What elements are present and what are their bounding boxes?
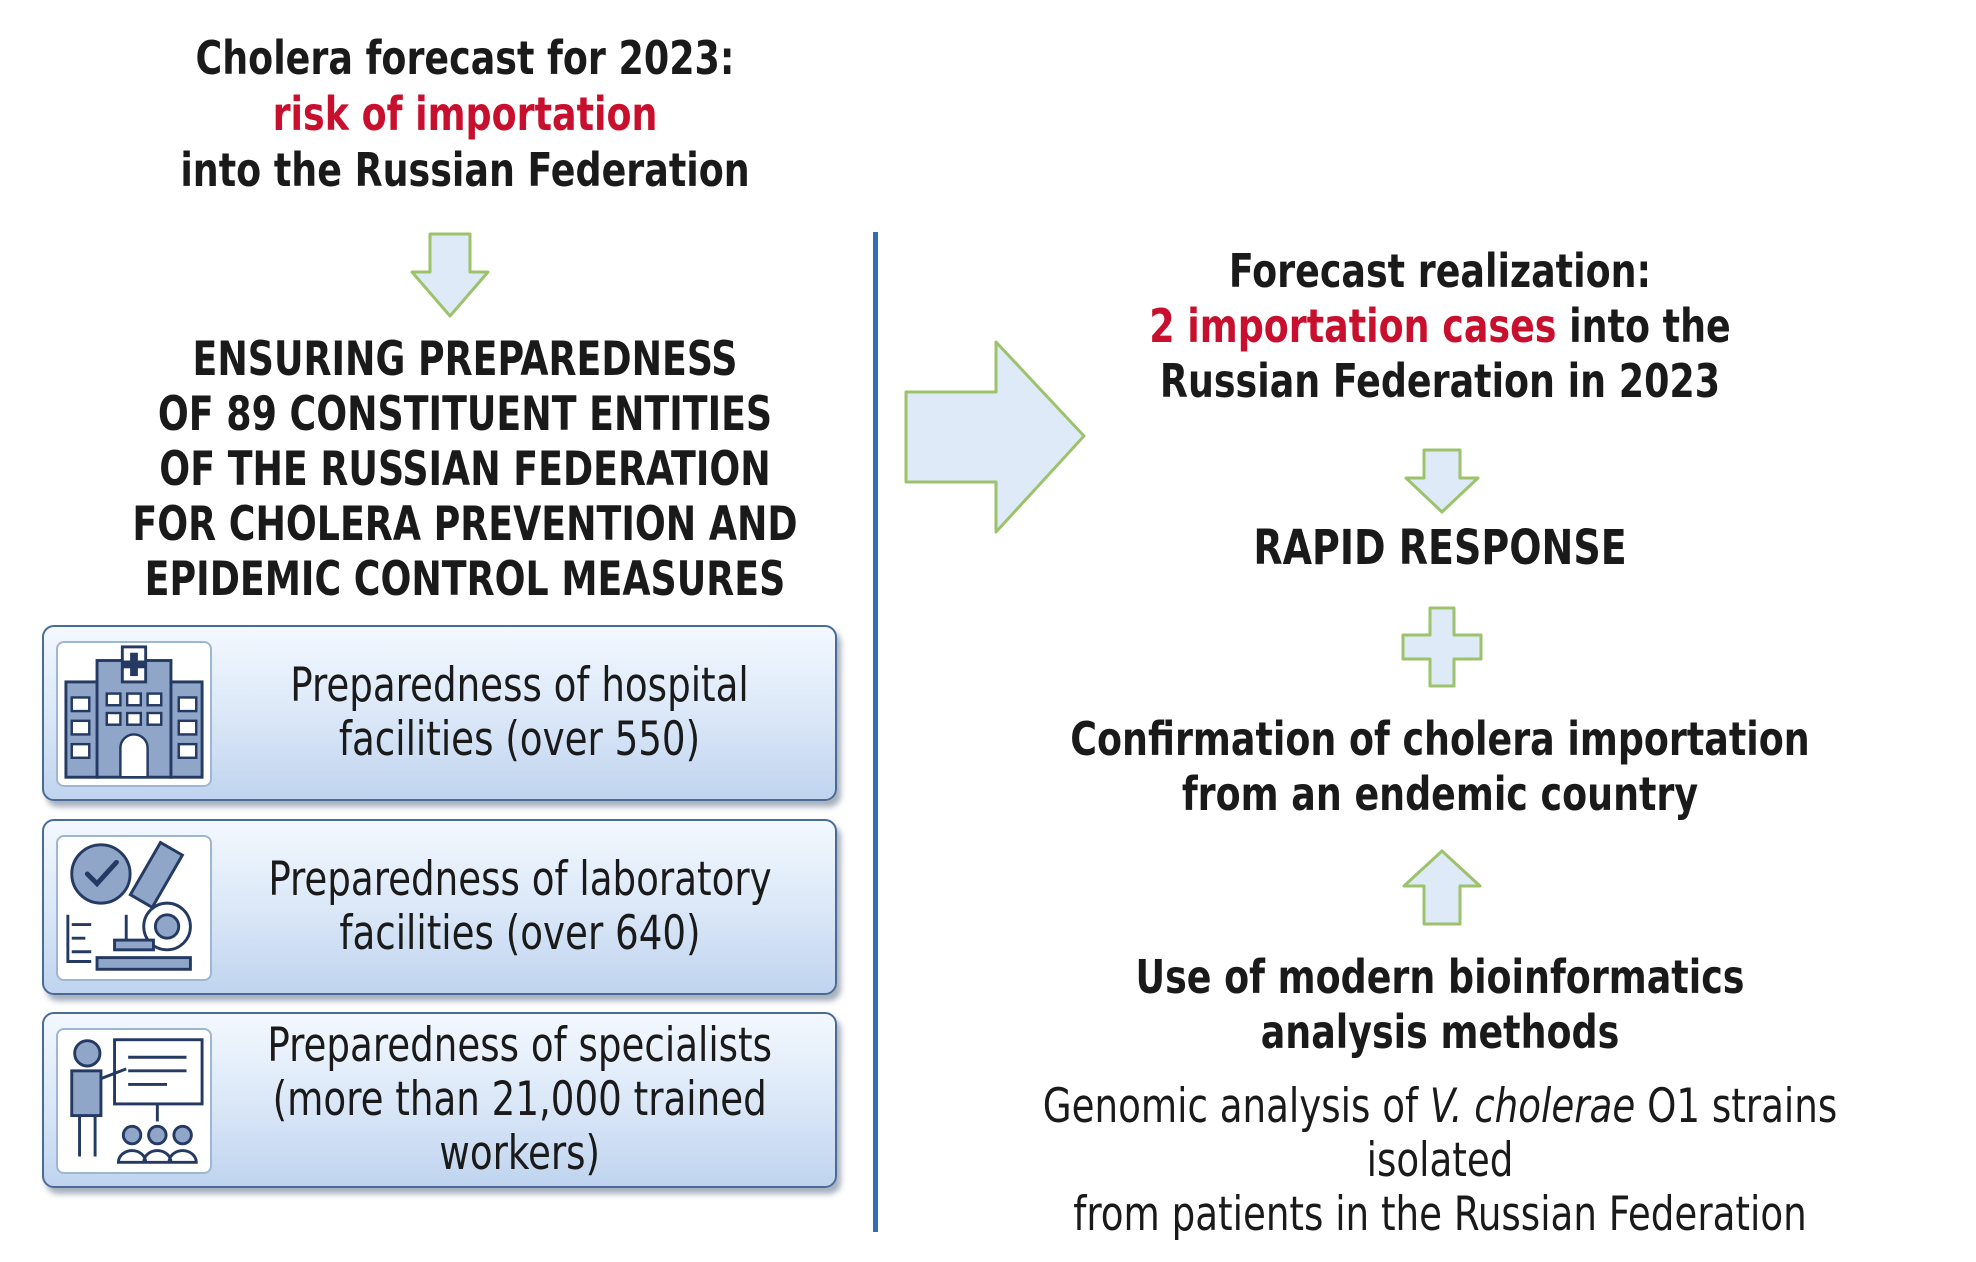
realization-line3: Russian Federation in 2023 xyxy=(1159,354,1721,408)
use-line1: Use of modern bioinformatics xyxy=(1135,950,1745,1004)
realization-line2 xyxy=(982,299,1897,354)
down-arrow-icon xyxy=(409,232,491,318)
ensuring-line: ENSURING PREPAREDNESS xyxy=(192,332,738,387)
card-text-line: (more than 21,000 trained xyxy=(272,1072,767,1127)
laboratory-card-text xyxy=(214,821,825,993)
specialists-preparedness-card xyxy=(42,1012,837,1188)
forecast-title-line3: into the Russian Federation xyxy=(180,143,750,197)
up-arrow-icon xyxy=(1400,848,1484,928)
card-text-line: Preparedness of laboratory xyxy=(267,852,772,907)
training-icon xyxy=(56,1028,212,1174)
bioinformatics-methods xyxy=(982,950,1897,1060)
confirmation-line2: from an endemic country xyxy=(1181,767,1699,821)
hospital-preparedness-card xyxy=(42,625,837,801)
genomic-prefix: Genomic analysis of xyxy=(1042,1079,1430,1134)
card-text-line: facilities (over 550) xyxy=(338,712,701,767)
genomic-suffix: O1 strains isolated xyxy=(1366,1079,1838,1188)
realization-line2-rest: into the xyxy=(1556,299,1731,353)
hospital-icon xyxy=(56,641,212,787)
use-line2: analysis methods xyxy=(1260,1005,1620,1059)
ensuring-line: OF 89 CONSTITUENT ENTITIES xyxy=(157,387,773,442)
forecast-title xyxy=(91,30,839,198)
card-text-line: Preparedness of specialists xyxy=(267,1018,772,1073)
specialists-card-text xyxy=(214,1014,825,1186)
microscope-icon xyxy=(56,835,212,981)
genomic-species: V. cholerae xyxy=(1429,1079,1636,1134)
ensuring-line: FOR CHOLERA PREVENTION AND xyxy=(132,497,798,552)
card-text-line: facilities (over 640) xyxy=(338,906,701,961)
ensuring-line: OF THE RUSSIAN FEDERATION xyxy=(159,442,771,497)
importation-cases-highlight: 2 importation cases xyxy=(1149,299,1557,353)
forecast-title-risk: risk of importation xyxy=(272,87,658,141)
hospital-card-text xyxy=(214,627,825,799)
ensuring-preparedness-heading xyxy=(100,332,831,607)
card-text-line: workers) xyxy=(439,1126,600,1181)
forecast-realization xyxy=(982,244,1897,409)
forecast-title-line1: Cholera forecast for 2023: xyxy=(195,31,735,85)
confirmation-importation xyxy=(982,712,1897,822)
ensuring-line: EPIDEMIC CONTROL MEASURES xyxy=(144,552,786,607)
realization-line1: Forecast realization: xyxy=(1228,244,1652,298)
genomic-line1 xyxy=(982,1080,1897,1188)
genomic-line2: from patients in the Russian Federation xyxy=(1073,1187,1807,1242)
genomic-analysis-text xyxy=(982,1080,1897,1242)
rapid-response-heading: RAPID RESPONSE xyxy=(1253,520,1627,576)
plus-icon xyxy=(1400,605,1484,689)
vertical-divider xyxy=(873,232,878,1232)
down-arrow-icon xyxy=(1402,448,1482,516)
laboratory-preparedness-card xyxy=(42,819,837,995)
card-text-line: Preparedness of hospital xyxy=(290,658,749,713)
confirmation-line1: Confirmation of cholera importation xyxy=(1070,712,1810,766)
